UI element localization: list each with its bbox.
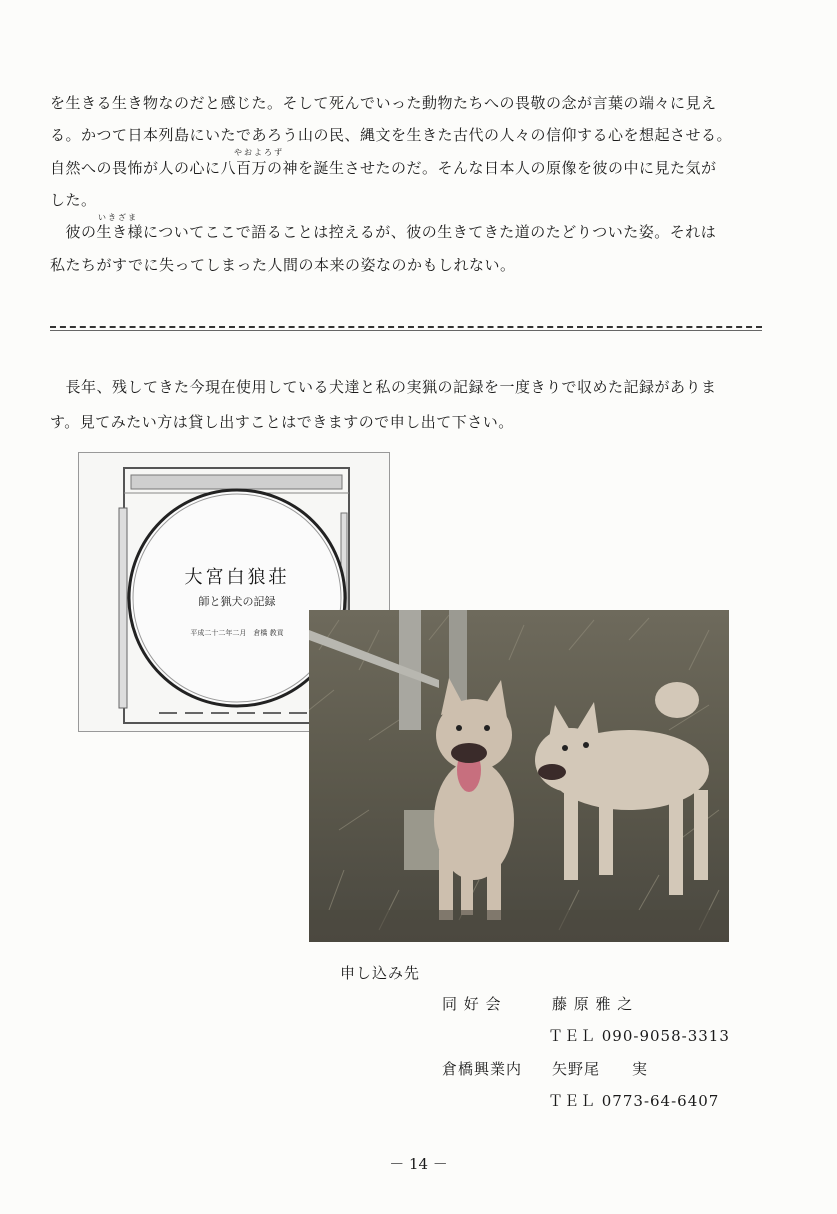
disc-title: 大宮白狼荘	[184, 567, 290, 588]
notice-paragraph	[50, 378, 770, 438]
text-line: した。	[50, 191, 97, 209]
contact-heading: 申し込み先	[340, 964, 421, 982]
text-line: 長年、残してきた今現在使用している犬達と私の実猟の記録を一度きりで収めた記録がありま	[50, 378, 717, 396]
contact-name-1: 藤 原 雅 之	[552, 995, 634, 1013]
paragraph-1	[50, 90, 770, 210]
text-line: る。かつて日本列島にいたであろう山の民、縄文を生きた古代の人々の信仰する心を想起させる。	[50, 126, 733, 144]
contact-org-2: 倉橋興業内	[442, 1060, 523, 1078]
disc-footer: 平成二十二年二月 倉橋 教貢	[190, 629, 284, 637]
contact-name-2: 矢野尾 実	[552, 1060, 649, 1078]
contact-org-1: 同 好 会	[442, 995, 502, 1013]
paragraph-2	[50, 210, 770, 280]
text-line: 自然への畏怖が人の心に八百万の神を誕生させたのだ。そんな日本人の原像を彼の中に見た気が	[50, 159, 717, 177]
page-number: － 14 －	[389, 1155, 448, 1173]
section-divider-line	[50, 330, 762, 331]
text-line: 私たちがすでに失ってしまった人間の本来の姿なのかもしれない。	[50, 256, 516, 274]
contact-tel-2: ＴＥＬ 0773-64-6407	[548, 1092, 720, 1110]
section-divider	[50, 326, 762, 328]
text-line: す。見てみたい方は貸し出すことはできますので申し出て下さい。	[50, 413, 514, 431]
ruby-ikizama: いきざま	[98, 213, 138, 222]
contact-tel-1: ＴＥＬ 090-9058-3313	[548, 1027, 730, 1045]
dogs-illustration	[309, 610, 729, 942]
disc-subtitle: 師と猟犬の記録	[198, 595, 276, 608]
dogs-photo	[309, 610, 729, 942]
text-line: 彼の生き様についてここで語ることは控えるが、彼の生きてきた道のたどりついた姿。それは	[50, 223, 717, 241]
ruby-yaoyorozu: やおよろず	[234, 148, 284, 157]
text-line: を生きる生き物なのだと感じた。そして死んでいった動物たちへの畏敬の念が言葉の端々に見え	[50, 94, 717, 112]
